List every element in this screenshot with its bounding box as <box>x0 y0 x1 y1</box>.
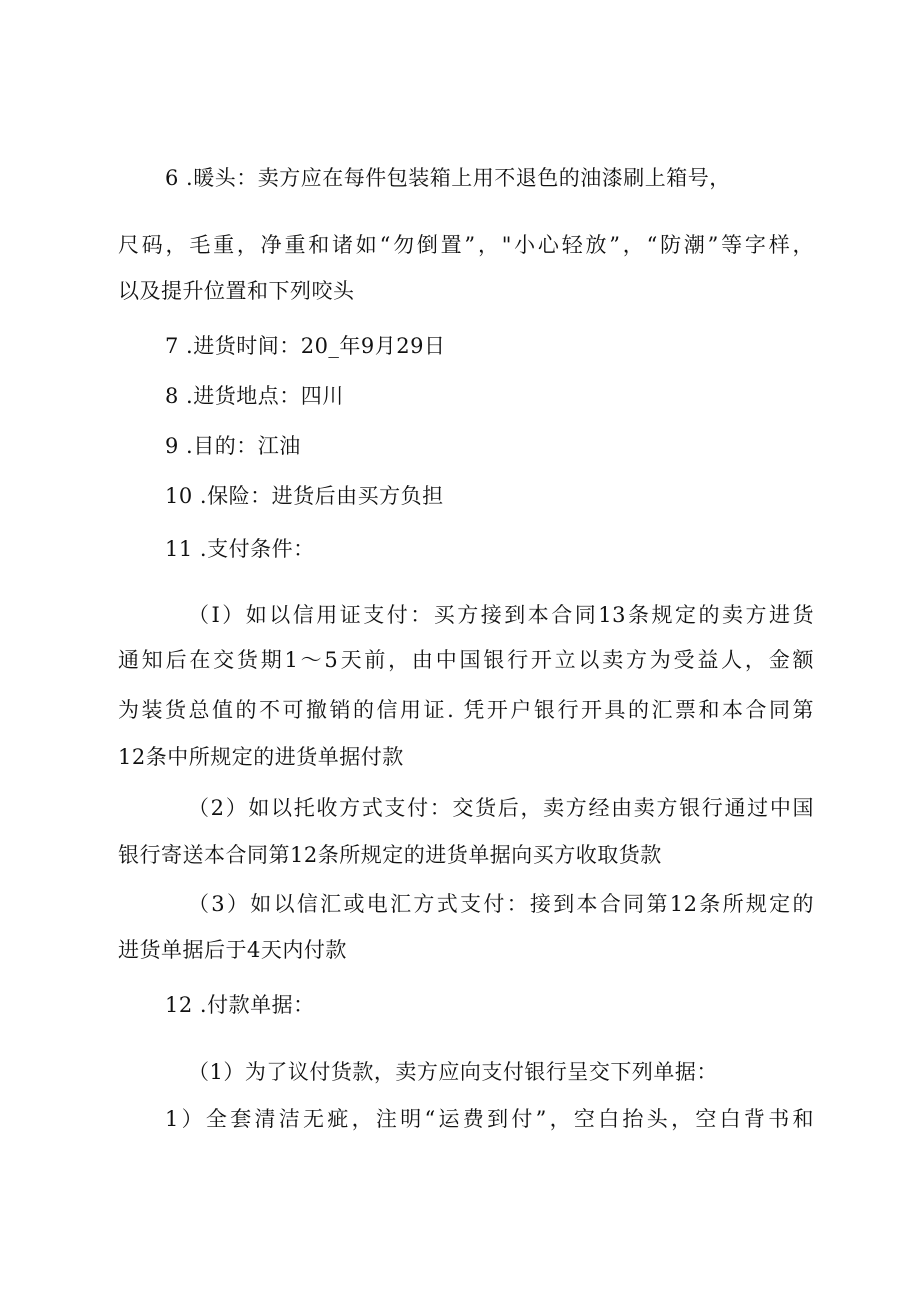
clause-12-1: （1）为了议付货款，卖方应向支付银行呈交下列单据： <box>188 1060 718 1084</box>
clause-7: 7 .进货时间：20_年9月29日 <box>165 334 446 358</box>
clause-10: 10 .保险：进货后由买方负担 <box>165 484 444 508</box>
clause-6-line-2: 尺码，毛重，净重和诸如“勿倒置”，"小心轻放”，“防潮”等字样， <box>118 233 814 257</box>
clause-11-2-line-1: （2）如以托收方式支付：交货后，卖方经由卖方银行通过中国 <box>188 796 814 820</box>
clause-8: 8 .进货地点：四川 <box>165 384 344 408</box>
clause-11-1-line-4: 12条中所规定的进货单据付款 <box>118 745 404 769</box>
clause-11-1-line-1: （I）如以信用证支付：买方接到本合同13条规定的卖方进货 <box>188 603 814 627</box>
clause-11-1-line-3: 为装货总值的不可撤销的信用证. 凭开户银行开具的汇票和本合同第 <box>118 698 814 722</box>
clause-11-heading: 11 .支付条件： <box>165 537 315 561</box>
clause-11-3-line-1: （3）如以信汇或电汇方式支付：接到本合同第12条所规定的 <box>188 892 814 916</box>
clause-6-line-1: 6 .暖头：卖方应在每件包装箱上用不退色的油漆刷上箱号， <box>165 166 731 190</box>
clause-9: 9 .目的：江油 <box>165 434 301 458</box>
clause-12-1-item-1: 1）全套清洁无疵，注明“运费到付”，空白抬头，空白背书和 <box>165 1107 814 1131</box>
clause-12-heading: 12 .付款单据： <box>165 993 315 1017</box>
clause-11-3-line-2: 进货单据后于4天内付款 <box>118 938 347 962</box>
clause-11-1-line-2: 通知后在交货期1～5天前，由中国银行开立以卖方为受益人，金额 <box>118 648 814 672</box>
clause-6-line-3: 以及提升位置和下列咬头 <box>118 279 355 303</box>
clause-11-2-line-2: 银行寄送本合同第12条所规定的进货单据向买方收取货款 <box>118 843 662 867</box>
